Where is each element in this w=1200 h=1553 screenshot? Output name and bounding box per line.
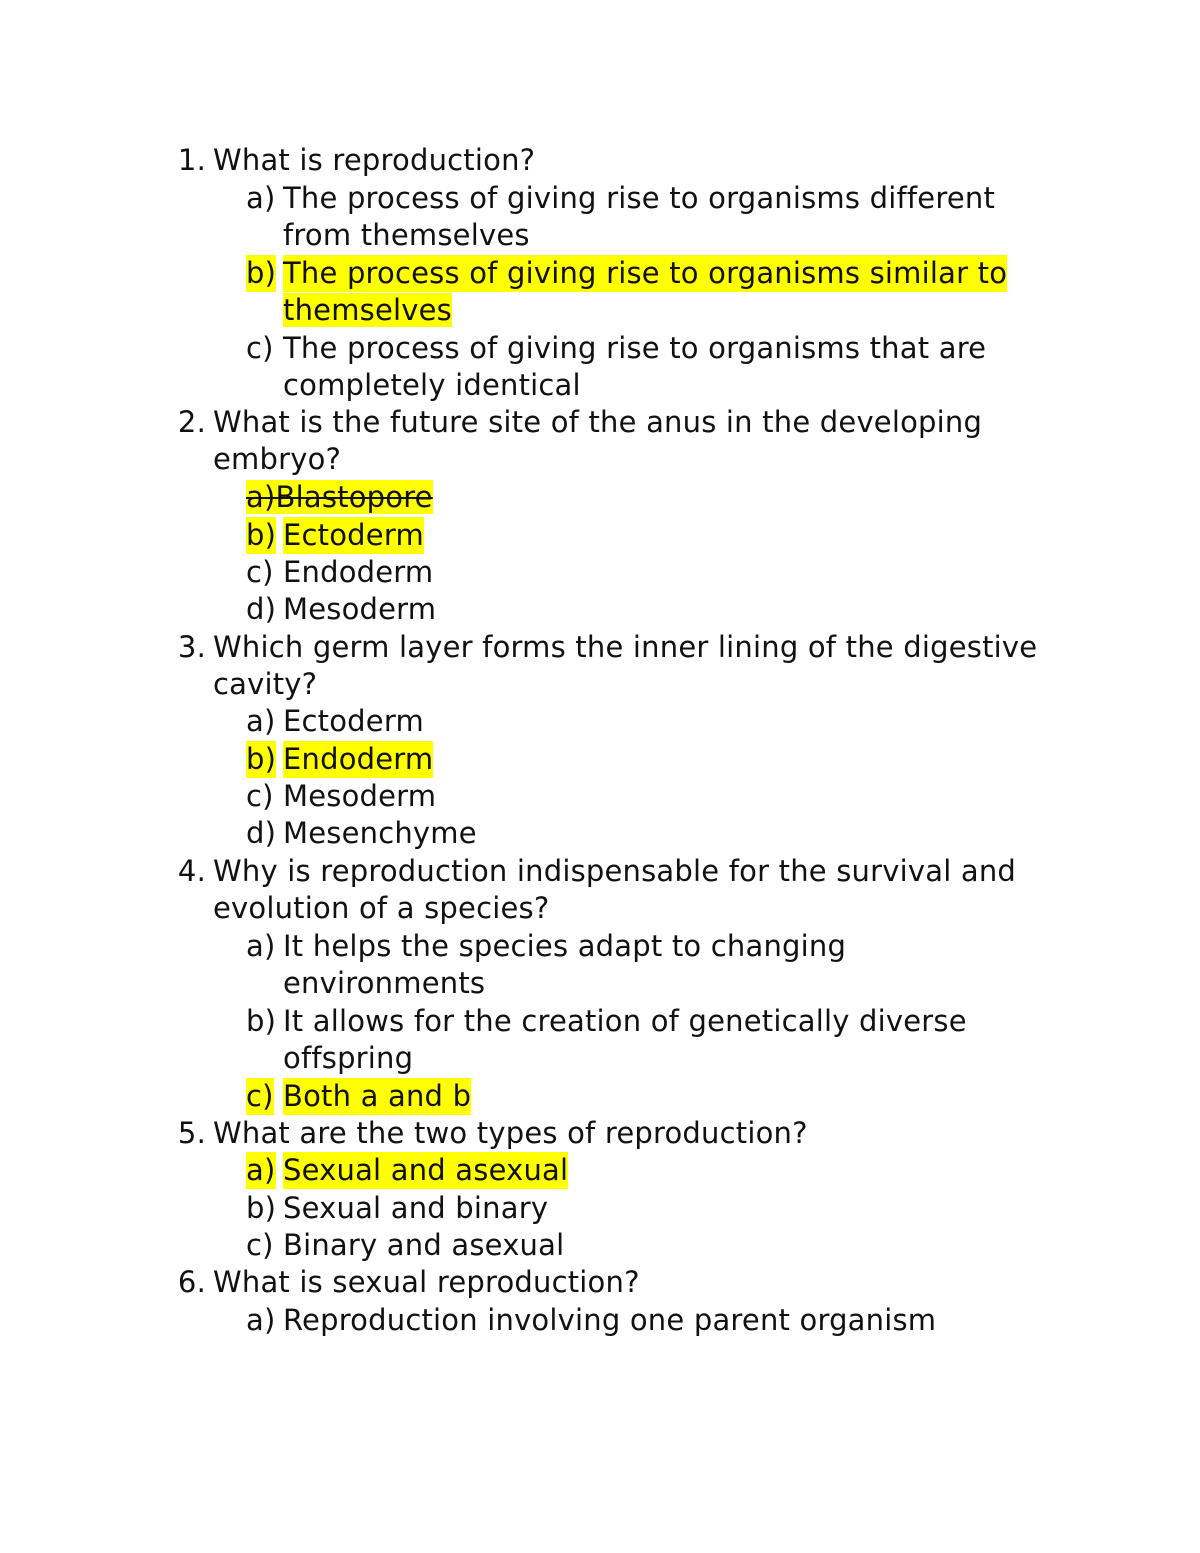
option-label: c)	[246, 1079, 274, 1113]
question-3-continued: cavity?	[213, 667, 318, 701]
option-label: c)	[246, 555, 274, 589]
question-text: What is sexual reproduction?	[213, 1265, 640, 1299]
option-2a	[246, 479, 433, 516]
option-label: c)	[246, 1228, 274, 1262]
option-4a-continued: environments	[283, 966, 486, 1000]
option-text: Sexual and binary	[283, 1191, 549, 1225]
question-text: Why is reproduction indispensable for the survival and	[213, 854, 1017, 888]
option-label: b)	[246, 518, 277, 552]
option-text: Endoderm	[283, 742, 434, 776]
option-text: Reproduction involving one parent organism	[283, 1303, 937, 1337]
option-label: b)	[246, 256, 277, 290]
option-text: Blastopore	[275, 480, 433, 514]
option-label: c)	[246, 331, 274, 365]
question-number: 3.	[177, 630, 206, 664]
option-label: b)	[246, 1191, 277, 1225]
option-label: a)	[246, 704, 276, 738]
option-text: Mesoderm	[283, 592, 437, 626]
option-text: themselves	[283, 293, 452, 327]
option-text: Binary and asexual	[283, 1228, 565, 1262]
option-label: a)	[246, 1153, 276, 1187]
question-text: What is the future site of the anus in the developing	[213, 405, 983, 439]
option-text: Mesoderm	[283, 779, 437, 813]
option-text-struck	[246, 480, 433, 514]
option-1b-continued	[283, 292, 452, 329]
question-number: 2.	[177, 405, 206, 439]
option-label: d)	[246, 592, 277, 626]
option-text: The process of giving rise to organisms similar to	[283, 256, 1008, 290]
question-number: 6.	[177, 1265, 206, 1299]
option-text: Sexual and asexual	[283, 1153, 569, 1187]
option-label: a)	[246, 929, 276, 963]
question-text: What are the two types of reproduction?	[213, 1116, 808, 1150]
option-1c-continued: completely identical	[283, 368, 581, 402]
option-text: The process of giving rise to organisms that are	[283, 331, 987, 365]
option-text: Ectoderm	[283, 704, 424, 738]
option-text: Mesenchyme	[283, 816, 477, 850]
question-number: 5.	[177, 1116, 206, 1150]
question-text: What is reproduction?	[213, 143, 536, 177]
option-4b-continued: offspring	[283, 1041, 414, 1075]
question-2-continued: embryo?	[213, 442, 342, 476]
option-text: Endoderm	[283, 555, 434, 589]
option-label: a)	[246, 480, 276, 514]
option-text: It allows for the creation of genetically diverse	[283, 1004, 967, 1038]
option-text: The process of giving rise to organisms different	[283, 181, 996, 215]
option-1a-continued: from themselves	[283, 218, 530, 252]
option-label: d)	[246, 816, 277, 850]
option-text: Ectoderm	[283, 518, 424, 552]
option-label: b)	[246, 742, 277, 776]
option-label: a)	[246, 181, 276, 215]
option-label: b)	[246, 1004, 277, 1038]
question-number: 4.	[177, 854, 206, 888]
option-label: c)	[246, 779, 274, 813]
option-text: Both a and b	[283, 1079, 472, 1113]
option-text: It helps the species adapt to changing	[283, 929, 847, 963]
question-4-continued: evolution of a species?	[213, 891, 550, 925]
question-text: Which germ layer forms the inner lining of the digestive	[213, 630, 1038, 664]
question-number: 1.	[177, 143, 206, 177]
option-label: a)	[246, 1303, 276, 1337]
